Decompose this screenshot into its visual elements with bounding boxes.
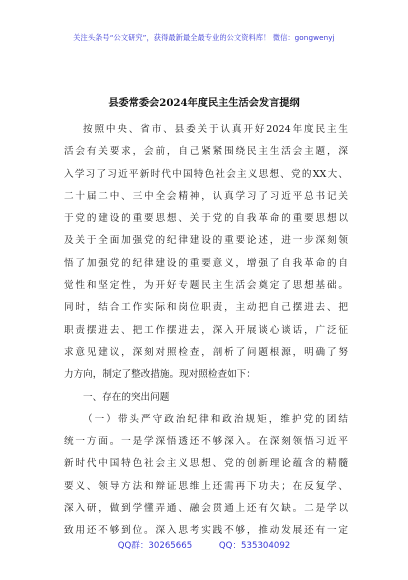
body-line: 职责摆进去、把工作摆进去，深入开展谈心谈话，广泛征 (64, 324, 348, 336)
section-heading: 一、存在的突出问题 (83, 391, 170, 403)
body-line: 活会有关要求，会前，自己紧紧围绕民主生活会主题，深 (64, 146, 348, 158)
body-line: 觉性和坚定性，为开好专题民主生活会奠定了思想基础。 (64, 280, 348, 292)
footer-contact (0, 539, 408, 551)
body-line: 同时，结合工作实际和岗位职责，主动把自己摆进去、把 (64, 302, 348, 314)
body-line: 深入研，做到学懂弄通、融会贯通上还有欠缺。二是学以 (64, 503, 348, 515)
body-line: 按照中央、省市、县委关于认真开好2024年度民主生 (83, 124, 348, 135)
body-line: 新时代中国特色社会主义思想、党的创新理论蕴含的精髓 (64, 458, 348, 470)
body-line: 致用还不够到位。深入思考实践不够，推动发展还有一定 (64, 525, 348, 537)
body-line: 求意见建议，深刻对照检查，剖析了问题根源，明确了努 (64, 346, 348, 358)
body-line: 悟了加强党的纪律建设的重要意义，增强了自我革命的自 (64, 257, 348, 269)
body-line: （一）带头严守政治纪律和政治规矩，维护党的团结 (83, 413, 348, 425)
body-line: 及关于全面加强党的纪律建设的重要论述，进一步深刻领 (64, 235, 348, 247)
document-body (64, 119, 348, 543)
promo-banner: 关注头条号“公文研究”，获得最新最全最专业的公文资料库！ 微信：gongwenyj (73, 33, 335, 42)
body-line: 入学习了习近平新时代中国特色社会主义思想、党的XX大、 (64, 168, 348, 180)
document-title: 县委常委会2024年度民主生活会发言提纲 (108, 97, 300, 109)
footer-qq-number: QQ：535304092 (218, 541, 291, 551)
body-line: 于党的建设的重要思想、关于党的自我革命的重要思想以 (64, 213, 348, 225)
body-line: 力方向，制定了整改措施。现对照检查如下： (64, 369, 256, 381)
footer-qq-group: QQ群：30265665 (117, 541, 193, 551)
body-line: 要义、领导方法和辩证思维上还需再下功夫；在反复学、 (64, 480, 348, 492)
body-line: 二十届二中、三中全会精神，认真学习了习近平总书记关 (64, 190, 348, 202)
body-line: 统一方面。一是学深悟透还不够深入。在深刻领悟习近平 (64, 436, 348, 448)
